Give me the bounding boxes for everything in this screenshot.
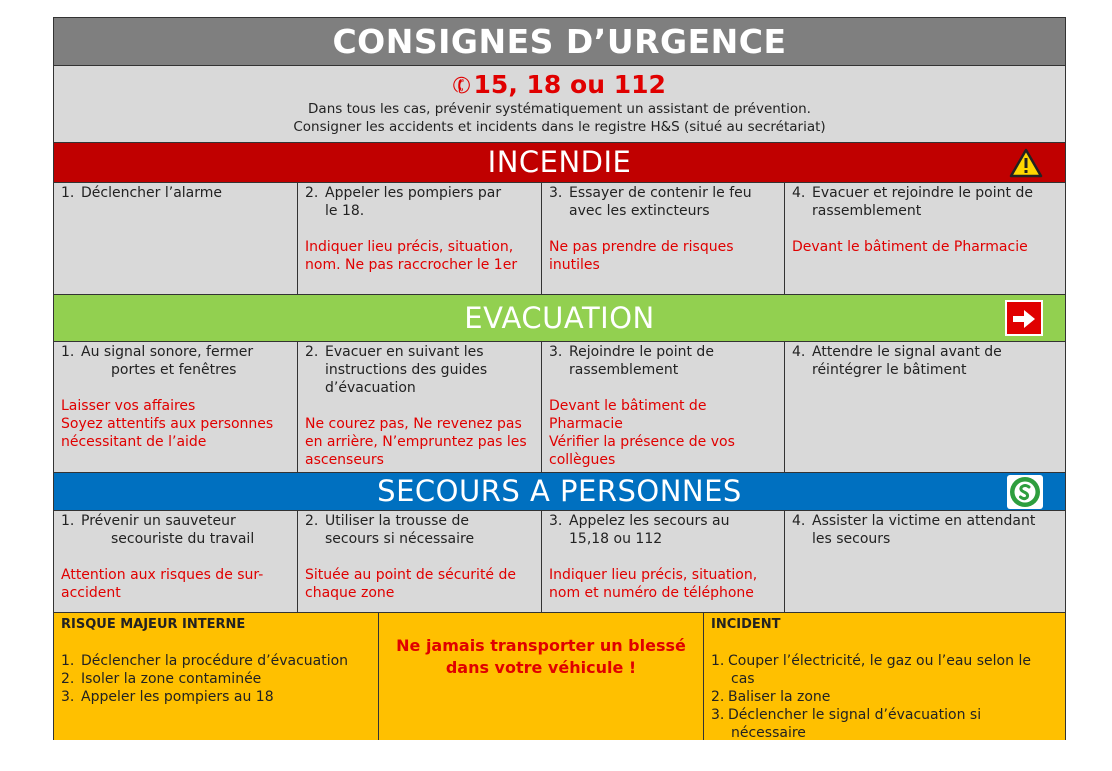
section-title-secours: SECOURS A PERSONNES [377,474,742,508]
info-line-2: Consigner les accidents et incidents dans le registre H&S (situé au secrétariat) [293,119,826,135]
incendie-step-1 [54,183,298,294]
section-title-evacuation: EVACUATION [464,301,655,335]
step-text: Essayer de contenir le feu [569,185,752,201]
step-text-cont: instructions des guides [325,362,488,378]
incident-list [711,652,1058,742]
exit-arrow-icon [1005,300,1043,336]
step-number: 4. [792,185,806,201]
list-number: 2. [61,671,75,687]
list-text-line: nécessaire [731,725,806,741]
step-note: Située au point de sécurité de chaque zone [305,567,516,601]
list-number: 2. [711,689,725,705]
incendie-steps [54,183,1065,295]
step-text: Appelez les secours au [569,513,730,529]
step-text-cont: le 18. [325,203,365,219]
list-number: 3. [61,689,75,705]
step-number: 4. [792,513,806,529]
step-note: Indiquer lieu précis, situation, nom et numéro de téléphone [549,567,758,601]
step-text: Attendre le signal avant de [812,344,1002,360]
incident-title: INCIDENT [711,617,781,632]
step-number: 4. [792,344,806,360]
step-note: Ne courez pas, Ne revenez pas en arrière, N’empruntez pas les ascenseurs [305,416,527,468]
step-note: Devant le bâtiment de Pharmacie [792,239,1028,255]
list-text: Isoler la zone contaminée [81,671,262,687]
section-header-evacuation [54,295,1065,342]
risque-majeur-box [54,613,379,740]
list-item [711,706,1058,742]
step-text-cont: rassemblement [812,203,922,219]
step-text: Appeler les pompiers par [325,185,502,201]
evacuation-steps [54,342,1065,473]
evacuation-step-2 [298,342,542,472]
list-text [728,706,981,742]
list-item [61,652,371,670]
step-note: Indiquer lieu précis, situation, nom. Ne pas raccrocher le 1er [305,239,518,273]
bottom-panel [54,613,1065,740]
evacuation-step-4 [785,342,1065,472]
list-text [728,652,1031,688]
list-number: 1. [61,653,75,669]
section-title-incendie: INCENDIE [487,145,632,179]
step-text-cont: secours si nécessaire [325,531,475,547]
step-text: Déclencher l’alarme [81,185,223,201]
secours-step-1 [54,511,298,612]
transport-warning-line-1: Ne jamais transporter un blessé [396,636,686,655]
list-text: Déclencher la procédure d’évacuation [81,653,349,669]
step-number: 2. [305,185,319,201]
warning-icon [1009,148,1043,178]
secours-step-4 [785,511,1065,612]
step-number: 3. [549,513,563,529]
page-title: CONSIGNES D’URGENCE [54,18,1065,66]
list-item [711,652,1058,688]
step-number: 2. [305,344,319,360]
section-header-incendie [54,143,1065,183]
step-number: 3. [549,185,563,201]
list-text-line: Déclencher le signal d’évacuation si [728,707,982,723]
step-text: Rejoindre le point de [569,344,714,360]
step-number: 1. [61,513,75,529]
step-note-line: Vérifier la présence de vos collègues [549,434,735,468]
step-note-line: Laisser vos affaires [61,398,196,414]
list-text: Appeler les pompiers au 18 [81,689,274,705]
step-text-cont: d’évacuation [325,380,416,396]
transport-warning [379,613,704,740]
step-note [549,397,778,469]
list-text-line: Couper l’électricité, le gaz ou l’eau selon le [728,653,1031,669]
step-text: Au signal sonore, fermer [81,344,254,360]
phone-icon: ✆ [449,71,476,102]
step-text: Evacuer et rejoindre le point de [812,185,1033,201]
emergency-numbers-text: 15, 18 ou 112 [473,70,666,99]
incendie-step-4 [785,183,1065,294]
step-number: 2. [305,513,319,529]
step-text-cont: réintégrer le bâtiment [812,362,967,378]
first-aid-icon [1007,475,1043,509]
incendie-step-3 [542,183,785,294]
step-note: Ne pas prendre de risques inutiles [549,239,734,273]
step-text: Utiliser la trousse de [325,513,469,529]
evacuation-step-3 [542,342,785,472]
step-text-cont: portes et fenêtres [111,362,237,378]
step-note: Attention aux risques de sur-accident [61,567,264,601]
emergency-numbers [54,66,1065,100]
phone-block [54,66,1065,143]
list-number: 1. [711,653,725,669]
step-number: 1. [61,344,75,360]
incendie-step-2 [298,183,542,294]
step-text: Assister la victime en attendant [812,513,1036,529]
list-item [711,688,1058,706]
step-note [61,397,291,451]
risque-majeur-title: RISQUE MAJEUR INTERNE [61,617,246,632]
list-item [61,670,371,688]
section-header-secours [54,473,1065,511]
incident-box [704,613,1065,740]
transport-warning-line-2: dans votre véhicule ! [445,658,637,677]
list-item [61,688,371,706]
list-number: 3. [711,707,725,723]
step-text-cont: secouriste du travail [111,531,255,547]
step-note-line: Soyez attentifs aux personnes nécessitant de l’aide [61,416,274,450]
step-number: 3. [549,344,563,360]
step-text: Evacuer en suivant les [325,344,484,360]
list-text: Baliser la zone [728,689,831,705]
step-text-cont: les secours [812,531,891,547]
step-number: 1. [61,185,75,201]
step-text-cont: 15,18 ou 112 [569,531,663,547]
step-text: Prévenir un sauveteur [81,513,236,529]
step-note-line: Devant le bâtiment de Pharmacie [549,398,707,432]
list-text-line: cas [731,671,755,687]
evacuation-step-1 [54,342,298,472]
info-line-1: Dans tous les cas, prévenir systématiquement un assistant de prévention. [308,101,811,117]
step-text-cont: avec les extincteurs [569,203,710,219]
secours-step-2 [298,511,542,612]
secours-step-3 [542,511,785,612]
risque-majeur-list [61,652,371,706]
emergency-sheet [53,17,1066,740]
secours-steps [54,511,1065,613]
step-text-cont: rassemblement [569,362,679,378]
